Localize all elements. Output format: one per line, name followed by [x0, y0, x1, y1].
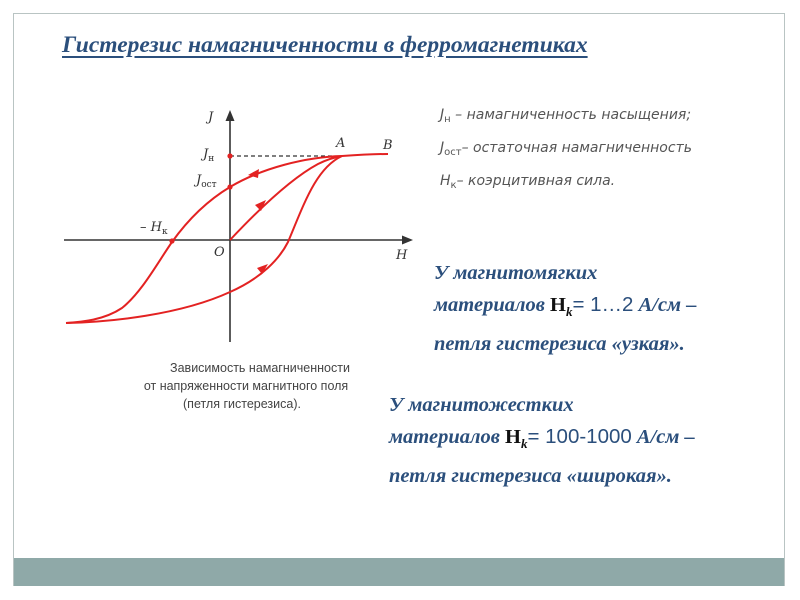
ascending-branch	[66, 154, 388, 323]
soft-unit: А/см –	[633, 294, 697, 316]
soft-value: 1…2	[590, 293, 634, 316]
point-jn	[227, 153, 232, 158]
legend-row-jost	[440, 134, 692, 167]
soft-materials-paragraph	[434, 257, 696, 360]
hk-label-main: – H	[140, 220, 162, 235]
origin-label: O	[214, 245, 225, 260]
legend	[440, 101, 692, 200]
footer-bar	[14, 558, 784, 586]
hard-symbol: $H_k$	[505, 426, 528, 451]
hk-label-sub: к	[161, 227, 168, 237]
legend-text: – остаточная намагниченность	[461, 140, 692, 156]
point-b-label: B	[383, 138, 393, 153]
soft-symbol: $H_k$	[550, 294, 573, 319]
hk-label	[140, 220, 168, 237]
point-a-label: A	[336, 136, 346, 151]
jost-label-sub: ост	[201, 180, 217, 190]
hard-line-3: петля гистерезиса «широкая».	[389, 465, 672, 487]
legend-sym: H	[440, 173, 451, 189]
soft-line-2	[434, 289, 696, 328]
j-axis-arrow	[226, 110, 235, 121]
jost-label-main: J	[196, 173, 202, 188]
soft-eq: =	[572, 293, 591, 316]
hysteresis-diagram	[60, 100, 420, 420]
legend-sym: J	[440, 107, 445, 123]
hard-line-1: У магнитожестких	[389, 394, 574, 416]
point-hk	[169, 238, 174, 243]
caption-line-1: Зависимость намагниченности	[170, 361, 350, 375]
legend-sub: н	[444, 114, 451, 125]
jn-label	[200, 147, 214, 164]
hard-value: 100-1000	[545, 425, 632, 448]
point-jost	[227, 184, 232, 189]
legend-row-hk	[440, 167, 692, 200]
h-axis-arrow	[402, 236, 413, 245]
legend-sub: к	[450, 180, 457, 191]
axis-label-h: H	[396, 248, 408, 263]
slide-title: Гистерезис намагниченности в ферромагнетиках	[62, 32, 588, 58]
legend-text: – намагниченность насыщения;	[450, 107, 692, 123]
legend-row-jn	[440, 101, 692, 134]
hard-unit: А/см –	[631, 426, 695, 448]
jn-label-main: J	[203, 147, 209, 162]
legend-sym: J	[440, 140, 445, 156]
soft-line-1: У магнитомягких	[434, 262, 598, 284]
hard-materials-paragraph	[389, 389, 695, 492]
jost-label	[193, 173, 217, 190]
legend-text: – коэрцитивная сила.	[456, 173, 616, 189]
caption-line-2: от напряженности магнитного поля	[143, 379, 349, 393]
soft-line-3: петля гистерезиса «узкая».	[434, 333, 685, 355]
caption-line-3: (петля гистерезиса).	[183, 397, 301, 411]
hard-line-2-text: материалов	[389, 426, 506, 448]
hard-line-2	[389, 421, 695, 460]
hard-eq: =	[527, 425, 546, 448]
axis-label-j: J	[208, 110, 214, 125]
legend-sub: ост	[444, 147, 462, 158]
jn-label-sub: н	[208, 154, 215, 164]
soft-line-2-text: материалов	[434, 294, 551, 316]
